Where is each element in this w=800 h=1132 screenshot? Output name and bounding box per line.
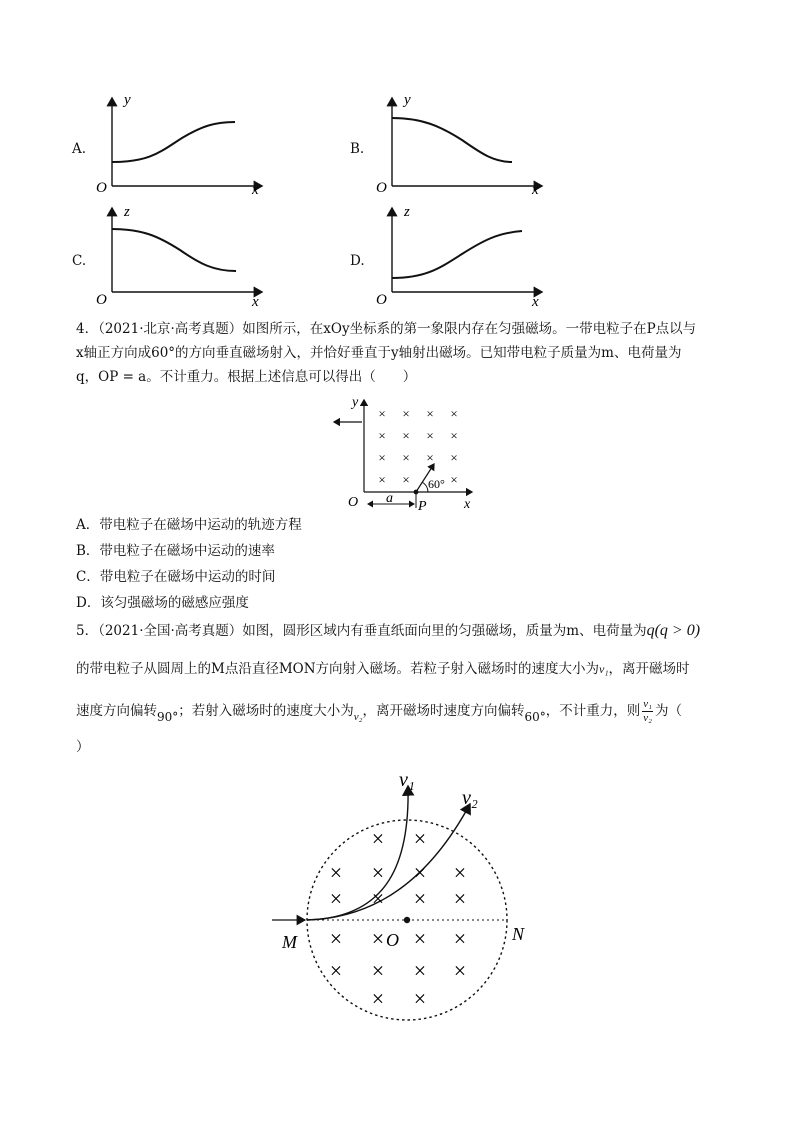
q5-line-1: 5．（2021·全国·高考真题）如图，圆形区域内有垂直纸面向里的匀强磁场，质量为m、电荷量为q(q > 0) [76,622,701,639]
center-o [404,917,410,923]
field-cross-mark: × [329,926,343,951]
q4-figure [330,394,480,512]
q4-option-a: A．带电粒子在磁场中运动的轨迹方程 [76,517,302,533]
field-cross-mark: × [413,986,427,1011]
v1-label: v₁ [399,769,415,791]
q5-line-2: 的带电粒子从圆周上的M点沿直径MON方向射入磁场。若粒子射入磁场时的速度大小为v₁，离开磁场时 [76,661,690,677]
fraction: $\frac{\text{v₁}}{\text{v₂}}$ [643,698,652,724]
field-cross-mark: × [371,886,385,911]
field-cross-mark: × [450,450,458,465]
q4-option-c: C．带电粒子在磁场中运动的时间 [76,569,276,585]
x-label: x [464,497,471,512]
q5-line-3: 速度方向偏转90°；若射入磁场时的速度大小为$_{v_2}$，离开磁场时速度方向偏转60°，不计重力，则 $\frac{\text{v₁}}{\text{v₂}}$ 为（ [76,698,682,724]
field-cross-mark: × [371,986,385,1011]
field-cross-mark: × [329,886,343,911]
trajectory-v1 [307,786,408,920]
x-label: x [252,294,259,310]
graph-b [370,88,550,200]
field-cross-mark: × [453,958,467,983]
field-cross-mark: × [329,958,343,983]
y-label: y [352,395,359,410]
graph-c [90,200,270,312]
field-cross-mark: × [378,406,386,421]
q4-stem-line-3: q，OP = a。不计重力。根据上述信息可以得出（ ） [76,369,417,385]
field-cross-mark: × [413,926,427,951]
field-cross-mark: × [378,450,386,465]
origin-label: O [96,180,107,196]
field-cross-mark: × [371,860,385,885]
field-cross-mark: × [450,472,458,487]
charge-condition: q(q > 0) [646,622,701,639]
z-label: z [404,204,410,220]
o-label: O [386,930,399,950]
origin-label: O [348,495,359,510]
curve [112,229,236,271]
y-label: y [404,92,411,108]
q5-figure [262,766,562,1034]
option-b-label: B. [350,141,365,157]
option-d-label: D. [350,253,365,269]
q4-stem-line-1: 4．（2021·北京·高考真题）如图所示，在xOy坐标系的第一象限内存在匀强磁场。一带电粒子在P点以与 [76,321,697,337]
field-cross-mark: × [453,886,467,911]
point-p [414,490,419,495]
y-label: y [124,92,131,108]
graph-a [90,88,270,200]
origin-label: O [376,180,387,196]
field-cross-mark: × [402,472,410,487]
field-cross-mark: × [371,826,385,851]
field-cross-mark: × [371,958,385,983]
q4-stem-line-2: x轴正方向成60°的方向垂直磁场射入，并恰好垂直于y轴射出磁场。已知带电粒子质量为m、电荷量为 [76,345,682,361]
m-label: M [282,932,297,952]
field-cross-mark: × [329,860,343,885]
angle-label: 60° [428,477,445,491]
curve [112,122,235,162]
curve [392,231,522,278]
graph-d [370,200,550,312]
q4-option-d: D．该匀强磁场的磁感应强度 [76,595,249,611]
q4-option-b: B．带电粒子在磁场中运动的速率 [76,543,275,559]
field-cross-mark: × [413,826,427,851]
z-label: z [124,204,130,220]
n-label: N [512,924,525,944]
field-cross-mark: × [453,860,467,885]
option-a-label: A. [72,141,87,157]
x-label: x [532,182,539,198]
field-cross-mark: × [402,428,410,443]
field-cross-mark: × [426,428,434,443]
field-cross-mark: × [426,450,434,465]
field-cross-mark: × [450,428,458,443]
x-label: x [532,294,539,310]
q5-line-4: ） [76,739,90,755]
field-cross-mark: × [371,926,385,951]
origin-label: O [96,292,107,308]
field-cross-mark: × [413,886,427,911]
field-cross-mark: × [378,472,386,487]
v2-label: v₂ [462,787,478,809]
field-cross-mark: × [453,926,467,951]
field-cross-mark: × [413,958,427,983]
field-cross-mark: × [378,428,386,443]
a-label: a [386,491,393,506]
field-cross-mark: × [426,406,434,421]
option-c-label: C. [72,253,87,269]
p-label: P [418,499,427,512]
origin-label: O [376,292,387,308]
x-label: x [252,182,259,198]
field-cross-mark: × [402,406,410,421]
curve [392,118,512,162]
field-cross-mark: × [450,406,458,421]
field-cross-mark: × [413,860,427,885]
field-cross-mark: × [402,450,410,465]
